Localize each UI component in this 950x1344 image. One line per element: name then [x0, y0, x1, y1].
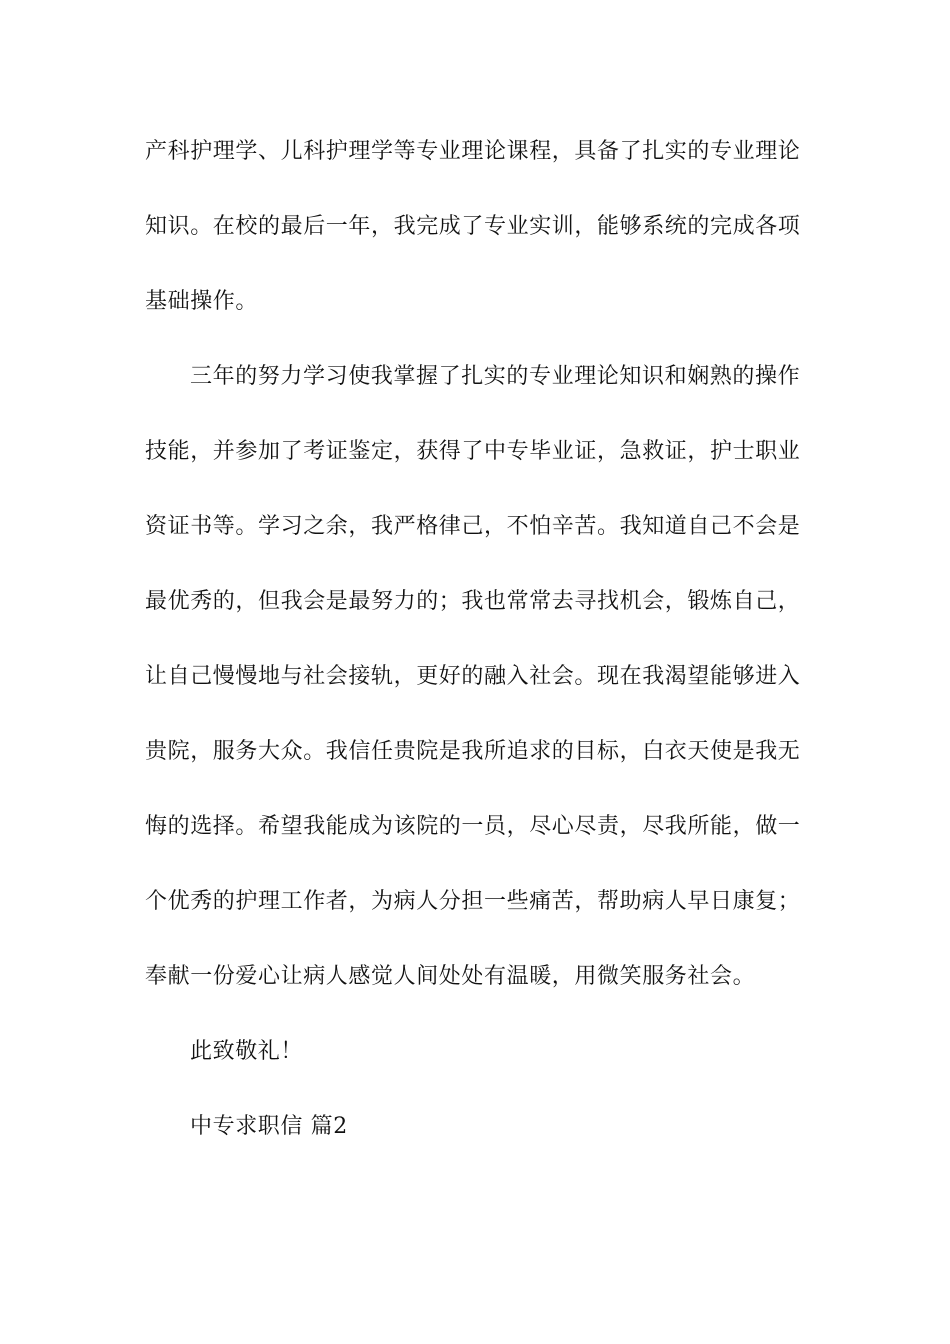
paragraph-line: 产科护理学、儿科护理学等专业理论课程，具备了扎实的专业理论 — [145, 139, 801, 164]
paragraph-line: 让自己慢慢地与社会接轨，更好的融入社会。现在我渴望能够进入 — [145, 664, 801, 689]
paragraph-line: 三年的努力学习使我掌握了扎实的专业理论知识和娴熟的操作 — [190, 364, 801, 389]
paragraph-line: 基础操作。 — [145, 289, 259, 314]
paragraph-line: 个优秀的护理工作者，为病人分担一些痛苦，帮助病人早日康复； — [145, 889, 801, 914]
paragraph-line: 最优秀的，但我会是最努力的；我也常常去寻找机会，锻炼自己， — [145, 589, 801, 614]
paragraph-line: 资证书等。学习之余，我严格律己，不怕辛苦。我知道自己不会是 — [145, 514, 801, 539]
closing-salutation: 此致敬礼！ — [190, 1039, 304, 1064]
paragraph-line: 奉献一份爱心让病人感觉人间处处有温暖，用微笑服务社会。 — [145, 964, 756, 989]
paragraph-line: 技能，并参加了考证鉴定，获得了中专毕业证，急救证，护士职业 — [145, 439, 801, 464]
paragraph-line: 悔的选择。希望我能成为该院的一员，尽心尽责，尽我所能，做一 — [145, 814, 801, 839]
paragraph-line: 知识。在校的最后一年，我完成了专业实训，能够系统的完成各项 — [145, 214, 801, 239]
paragraph-line: 贵院，服务大众。我信任贵院是我所追求的目标，白衣天使是我无 — [145, 739, 801, 764]
section-heading: 中专求职信 篇2 — [190, 1114, 348, 1139]
